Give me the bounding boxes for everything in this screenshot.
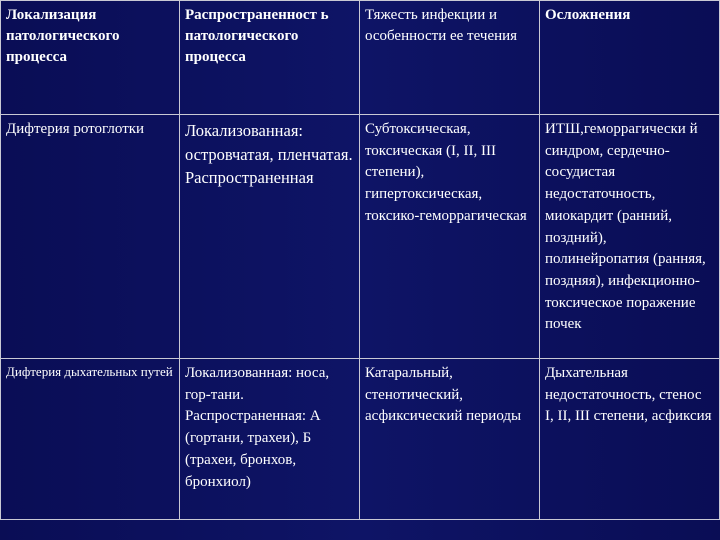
- header-severity: Тяжесть инфекции и особенности ее течения: [359, 1, 539, 115]
- cell-spread: Локализованная: островчатая, пленчатая. Распространенная: [179, 115, 359, 359]
- cell-complications: Дыхательная недостаточность, стенос I, II, III степени, асфиксия: [539, 359, 719, 520]
- cell-severity: Катаральный, стенотический, асфиксический периоды: [359, 359, 539, 520]
- cell-localization: Дифтерия ротоглотки: [1, 115, 180, 359]
- cell-spread: Локализованная: носа, гор-тани. Распространенная: А (гортани, трахеи), Б (трахеи, бронхов, бронхиол): [179, 359, 359, 520]
- header-localization: Локализация патологического процесса: [1, 1, 180, 115]
- table-row: [1, 359, 720, 520]
- table-row: [1, 115, 720, 359]
- header-spread: Распространенност ь патологического процесса: [179, 1, 359, 115]
- header-row: [1, 1, 720, 115]
- cell-localization: Дифтерия дыхательных путей: [1, 359, 180, 520]
- cell-complications: ИТШ,геморрагически й синдром, сердечно-сосудистая недостаточность, миокардит (ранний, поздний), полинейропатия (ранняя, поздняя), инфекционно-токсическое поражение почек: [539, 115, 719, 359]
- header-complications: Осложнения: [539, 1, 719, 115]
- cell-severity: Субтоксическая, токсическая (I, II, III степени), гипертоксическая, токсико-геморрагическая: [359, 115, 539, 359]
